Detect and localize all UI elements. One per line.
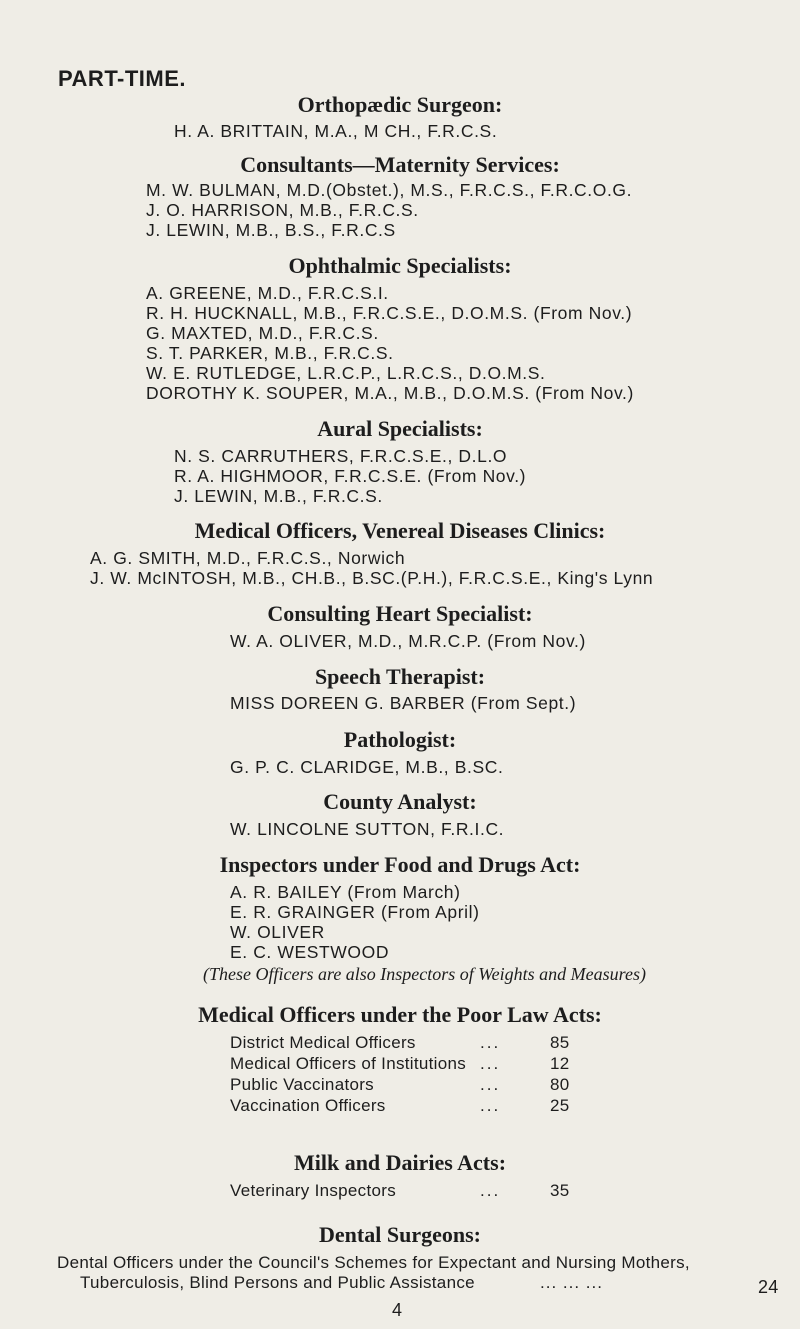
row-label: Public Vaccinators [230,1075,374,1094]
row-dots: ... [480,1054,501,1073]
row-dots: ... [480,1181,501,1200]
heart-specialist: W. A. OLIVER, M.D., M.R.C.P. (From Nov.) [230,631,586,651]
venereal-officer: A. G. SMITH, M.D., F.R.C.S., Norwich [90,548,406,568]
dental-dots: ... ... ... [540,1273,603,1292]
aural-specialist: N. S. CARRUTHERS, F.R.C.S.E., D.L.O [174,446,508,466]
ophthalmic-specialist: G. MAXTED, M.D., F.R.C.S. [146,323,379,343]
aural-specialist: J. LEWIN, M.B., F.R.C.S. [174,486,383,506]
food-drugs-inspector: E. C. WESTWOOD [230,942,390,962]
dental-line-2: Tuberculosis, Blind Persons and Public Assistance [80,1273,475,1292]
row-label: District Medical Officers [230,1033,416,1052]
ophthalmic-specialist: R. H. HUCKNALL, M.B., F.R.C.S.E., D.O.M.S. (From Nov.) [146,303,633,323]
row-value: 35 [550,1181,570,1200]
poor-law-table [230,1033,590,1117]
heart-heading: Consulting Heart Specialist: [267,601,533,626]
orthopaedic-heading: Orthopædic Surgeon: [297,92,503,117]
orthopaedic-surgeon: H. A. BRITTAIN, M.A., M CH., F.R.C.S. [174,121,498,141]
table-row [230,1054,590,1075]
food-drugs-inspector: W. OLIVER [230,922,325,942]
county-analyst: W. LINCOLNE SUTTON, F.R.I.C. [230,819,505,839]
venereal-officer: J. W. McINTOSH, M.B., CH.B., B.SC.(P.H.), F.R.C.S.E., King's Lynn [90,568,654,588]
row-dots: ... [480,1033,501,1052]
row-label: Medical Officers of Institutions [230,1054,467,1073]
maternity-consultant: J. LEWIN, M.B., B.S., F.R.C.S [146,220,396,240]
speech-heading: Speech Therapist: [314,664,486,689]
row-value: 25 [550,1096,570,1115]
ophthalmic-specialist: S. T. PARKER, M.B., F.R.C.S. [146,343,394,363]
row-label: Vaccination Officers [230,1096,386,1115]
dental-line-1: Dental Officers under the Council's Schemes for Expectant and Nursing Mothers, [57,1253,690,1272]
ophthalmic-specialist: DOROTHY K. SOUPER, M.A., M.B., D.O.M.S. (From Nov.) [146,383,634,403]
row-dots: ... [480,1075,501,1094]
milk-heading: Milk and Dairies Acts: [293,1150,507,1175]
food-drugs-inspector: E. R. GRAINGER (From April) [230,902,480,922]
poor-law-heading: Medical Officers under the Poor Law Acts: [198,1002,602,1027]
table-row [230,1181,590,1201]
maternity-consultant: J. O. HARRISON, M.B., F.R.C.S. [146,200,419,220]
aural-specialist: R. A. HIGHMOOR, F.R.C.S.E. (From Nov.) [174,466,527,486]
maternity-heading: Consultants—Maternity Services: [240,152,560,177]
venereal-heading: Medical Officers, Venereal Diseases Clinics: [194,518,606,543]
pathologist-heading: Pathologist: [343,727,457,752]
ophthalmic-specialist: W. E. RUTLEDGE, L.R.C.P., L.R.C.S., D.O.M.S. [146,363,546,383]
page-number: 4 [392,1300,403,1320]
row-value: 80 [550,1075,570,1094]
row-dots: ... [480,1096,501,1115]
pathologist: G. P. C. CLARIDGE, M.B., B.SC. [230,757,504,777]
row-value: 85 [550,1033,570,1052]
row-label: Veterinary Inspectors [230,1181,396,1200]
speech-therapist: MISS DOREEN G. BARBER (From Sept.) [230,693,577,713]
table-row [230,1096,590,1117]
maternity-consultant: M. W. BULMAN, M.D.(Obstet.), M.S., F.R.C.S., F.R.C.O.G. [146,180,633,200]
milk-table [230,1181,590,1201]
food-drugs-heading: Inspectors under Food and Drugs Act: [219,852,581,877]
analyst-heading: County Analyst: [323,789,477,814]
table-row [230,1033,590,1054]
ophthalmic-specialist: A. GREENE, M.D., F.R.C.S.I. [146,283,389,303]
aural-heading: Aural Specialists: [317,416,483,441]
ophthalmic-heading: Ophthalmic Specialists: [288,253,512,278]
part-title: PART-TIME. [58,66,187,91]
food-drugs-inspector: A. R. BAILEY (From March) [230,882,461,902]
food-drugs-note: (These Officers are also Inspectors of Weights and Measures) [203,964,646,984]
dental-count: 24 [758,1277,779,1297]
table-row [230,1075,590,1096]
dental-heading: Dental Surgeons: [319,1222,481,1247]
row-value: 12 [550,1054,570,1073]
